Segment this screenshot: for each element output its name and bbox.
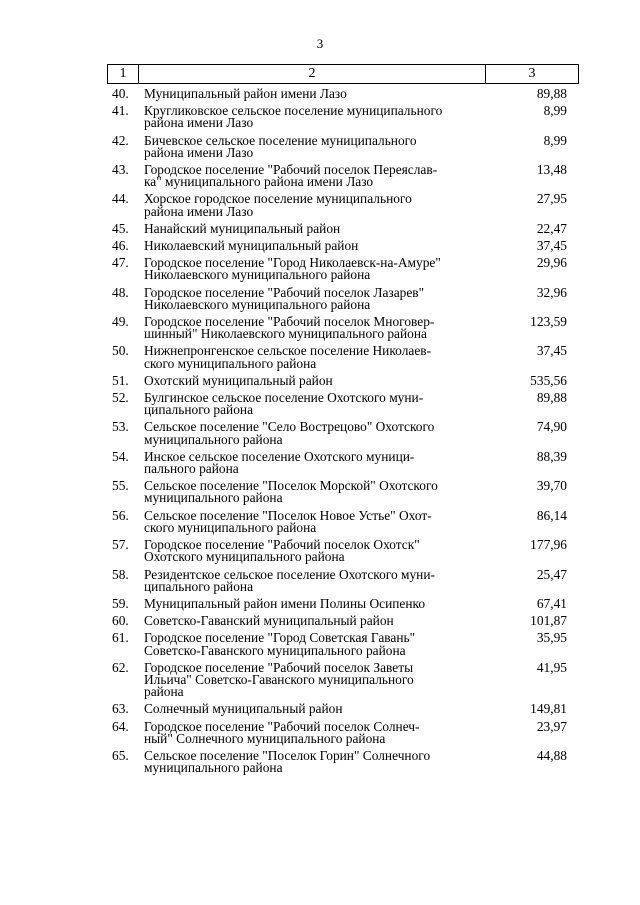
- row-name: [144, 88, 488, 100]
- row-value: 89,88: [536, 86, 567, 101]
- table-row: [0, 615, 640, 627]
- header-col-2: 2: [139, 65, 486, 83]
- row-value: 37,45: [536, 343, 567, 359]
- row-value: 29,96: [536, 255, 567, 271]
- row-number: 40.: [112, 86, 129, 101]
- row-name: [144, 718, 488, 746]
- table-body: [0, 88, 640, 779]
- row-value: 35,95: [536, 630, 567, 646]
- row-name: [144, 507, 488, 535]
- row-name-line: Городское поселение "Рабочий поселок Лазарев": [144, 284, 425, 300]
- row-value: 44,88: [536, 747, 567, 763]
- table-row: [0, 632, 640, 656]
- row-name-line: Резидентское сельское поселение Охотского муни-: [144, 566, 435, 582]
- row-value: 8,99: [543, 103, 567, 119]
- table-row: [0, 718, 640, 746]
- table-row: [0, 507, 640, 535]
- row-name-line: Бичевское сельское поселение муниципального: [144, 132, 417, 148]
- row-name-line: района имени Лазо: [144, 203, 254, 219]
- table-row: [0, 240, 640, 252]
- row-name-line: ный" Солнечного муниципального района: [144, 730, 386, 746]
- row-number: 54.: [112, 448, 129, 464]
- row-name-line: ского муниципального района: [144, 355, 317, 371]
- row-name: [144, 164, 488, 188]
- row-number: 53.: [112, 419, 129, 435]
- row-value: 27,95: [536, 191, 567, 207]
- row-value: 13,48: [536, 162, 567, 178]
- row-name: [144, 193, 488, 217]
- row-name-line: Николаевского муниципального района: [144, 267, 371, 283]
- row-value: 37,45: [536, 238, 567, 254]
- row-name-line: Городское поселение "Город Николаевск-на-Амуре": [144, 255, 441, 271]
- row-value: 101,87: [530, 613, 567, 629]
- row-name: [144, 539, 488, 563]
- row-name-line: ципального района: [144, 578, 254, 594]
- table-row: [0, 392, 640, 416]
- row-name: [144, 372, 488, 388]
- row-name-line: Сельское поселение "Поселок Горин" Солнечного: [144, 747, 431, 763]
- row-name-line: Городское поселение "Рабочий поселок Охотск": [144, 537, 420, 553]
- row-value: 89,88: [536, 390, 567, 406]
- row-name-line: ципального района: [144, 402, 254, 418]
- table-row: [0, 372, 640, 388]
- row-name: [144, 220, 488, 236]
- row-name-line: района: [144, 684, 184, 700]
- row-name-line: Советско-Гаванский муниципальный район: [144, 613, 394, 629]
- row-number: 63.: [112, 701, 129, 717]
- row-number: 56.: [112, 507, 129, 523]
- row-name-line: Городское поселение "Рабочий поселок Переяслав-: [144, 162, 438, 178]
- row-value: 86,14: [536, 507, 567, 523]
- row-name: [144, 132, 488, 160]
- header-col-3: 3: [528, 66, 536, 81]
- table-row: [0, 105, 640, 129]
- page-number: 3: [316, 36, 324, 51]
- row-number: 47.: [112, 255, 129, 271]
- row-value: 22,47: [536, 220, 567, 236]
- row-name-line: Городское поселение "Рабочий поселок Солнеч-: [144, 718, 420, 734]
- row-name-line: Николаевский муниципальный район: [144, 238, 359, 254]
- header-col-1: 1: [108, 65, 139, 83]
- row-value: 23,97: [536, 718, 567, 734]
- row-value: 41,95: [536, 659, 567, 675]
- row-name-line: Городское поселение "Рабочий поселок Заветы: [144, 659, 414, 675]
- table-row: [0, 747, 640, 776]
- row-value: 25,47: [536, 566, 567, 582]
- row-name-line: Советско-Гаванского муниципального района: [144, 642, 406, 658]
- row-name-line: Нижнепронгенское сельское поселение Николаев-: [144, 343, 432, 359]
- row-number: 64.: [112, 718, 129, 734]
- row-number: 51.: [112, 372, 129, 388]
- row-value: 149,81: [530, 701, 567, 717]
- row-name: [144, 448, 488, 477]
- row-name-line: района имени Лазо: [144, 144, 254, 160]
- row-number: 45.: [112, 220, 129, 236]
- table-row: [0, 193, 640, 217]
- row-name-line: муниципального района: [144, 490, 283, 506]
- row-number: 59.: [112, 595, 129, 611]
- table-row: [0, 88, 640, 100]
- table-row: [0, 421, 640, 445]
- row-name-line: муниципального района: [144, 760, 283, 776]
- row-number: 46.: [112, 238, 129, 254]
- table-row: [0, 257, 640, 281]
- table-row: [0, 164, 640, 188]
- table-header: [107, 64, 579, 84]
- row-name-line: пального района: [144, 461, 239, 477]
- table-row: [0, 345, 640, 369]
- row-name-line: муниципального района: [144, 431, 283, 447]
- row-name-line: Муниципальный район имени Лазо: [144, 86, 347, 101]
- row-name-line: ка" муниципального района имени Лазо: [144, 174, 374, 190]
- row-value: 32,96: [536, 284, 567, 300]
- row-name-line: района имени Лазо: [144, 115, 254, 131]
- row-name: [144, 421, 488, 445]
- row-value: 123,59: [530, 314, 567, 330]
- row-number: 61.: [112, 630, 129, 646]
- row-name: [144, 480, 488, 504]
- row-value: 177,96: [530, 537, 567, 553]
- table-row: [0, 659, 640, 700]
- row-name: [144, 615, 488, 627]
- row-number: 65.: [112, 747, 129, 763]
- row-name-line: Охотского муниципального района: [144, 549, 345, 565]
- row-name-line: шинный" Николаевского муниципального района: [144, 326, 427, 342]
- row-name-line: Солнечный муниципальный район: [144, 701, 343, 717]
- table-row: [0, 480, 640, 504]
- row-number: 57.: [112, 537, 129, 553]
- row-name-line: Нанайский муниципальный район: [144, 220, 341, 236]
- row-name: [144, 747, 488, 776]
- row-name-line: Городское поселение "Рабочий поселок Многовер-: [144, 314, 435, 330]
- row-name-line: Сельское поселение "Поселок Морской" Охотского: [144, 478, 438, 494]
- table-row: [0, 316, 640, 340]
- row-name-line: Ильича" Советско-Гаванского муниципального: [144, 671, 414, 687]
- row-number: 58.: [112, 566, 129, 582]
- table-row: [0, 132, 640, 160]
- row-name: [144, 257, 488, 281]
- row-name-line: Городское поселение "Город Советская Гавань": [144, 630, 416, 646]
- row-number: 62.: [112, 659, 129, 675]
- table-row: [0, 703, 640, 715]
- row-name-line: Булгинское сельское поселение Охотского муни-: [144, 390, 424, 406]
- row-name: [144, 659, 488, 700]
- row-name: [144, 595, 488, 611]
- table-row: [0, 595, 640, 611]
- row-name: [144, 240, 488, 252]
- row-number: 52.: [112, 390, 129, 406]
- row-name: [144, 345, 488, 369]
- row-name-line: Муниципальный район имени Полины Осипенко: [144, 595, 426, 611]
- table-row: [0, 220, 640, 236]
- table-row: [0, 284, 640, 312]
- row-name: [144, 284, 488, 312]
- row-value: 74,90: [536, 419, 567, 435]
- row-value: 535,56: [530, 372, 567, 388]
- row-name: [144, 316, 488, 340]
- row-number: 50.: [112, 343, 129, 359]
- table-row: [0, 539, 640, 563]
- row-value: 67,41: [536, 595, 567, 611]
- row-name: [144, 566, 488, 594]
- row-name: [144, 105, 488, 129]
- row-name: [144, 392, 488, 416]
- row-number: 41.: [112, 103, 129, 119]
- row-name: [144, 632, 488, 656]
- row-number: 60.: [112, 613, 129, 629]
- row-number: 42.: [112, 132, 129, 148]
- row-name-line: Сельское поселение "Село Вострецово" Охотского: [144, 419, 435, 435]
- row-number: 48.: [112, 284, 129, 300]
- row-name-line: Кругликовское сельское поселение муниципального: [144, 103, 443, 119]
- row-value: 39,70: [536, 478, 567, 494]
- table-row: [0, 448, 640, 477]
- row-value: 88,39: [536, 448, 567, 464]
- row-value: 8,99: [543, 132, 567, 148]
- row-name-line: Сельское поселение "Поселок Новое Устье" Охот-: [144, 507, 432, 523]
- row-name-line: Хорское городское поселение муниципального: [144, 191, 412, 207]
- row-name-line: Инское сельское поселение Охотского муници-: [144, 448, 415, 464]
- row-number: 43.: [112, 162, 129, 178]
- row-name: [144, 703, 488, 715]
- row-name-line: Охотский муниципальный район: [144, 372, 333, 388]
- row-number: 49.: [112, 314, 129, 330]
- row-name-line: ского муниципального района: [144, 519, 317, 535]
- table-row: [0, 566, 640, 594]
- row-number: 44.: [112, 191, 129, 207]
- row-number: 55.: [112, 478, 129, 494]
- row-name-line: Николаевского муниципального района: [144, 296, 371, 312]
